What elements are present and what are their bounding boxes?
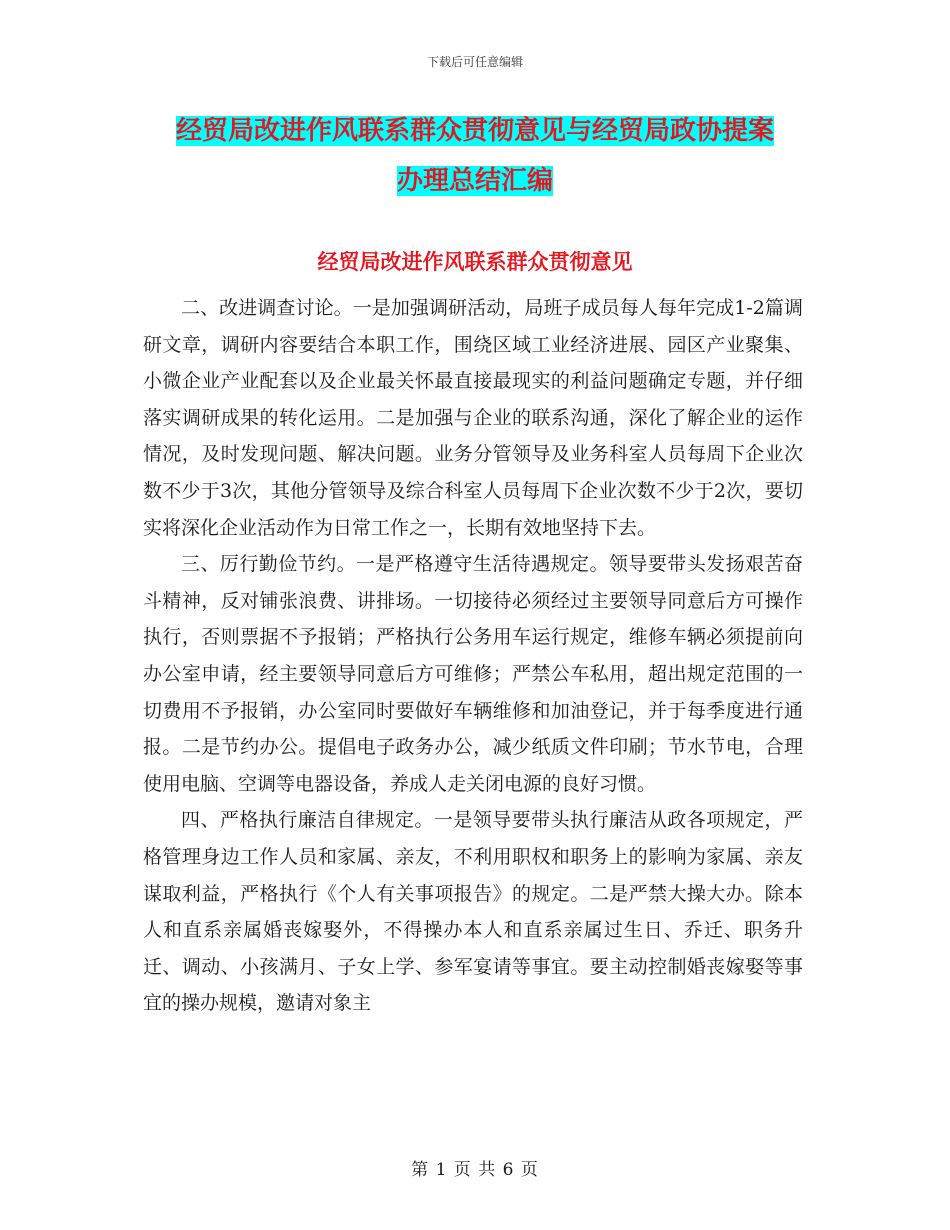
document-body xyxy=(143,290,803,1022)
section-title: 经贸局改进作风联系群众贯彻意见 xyxy=(317,250,633,274)
page-header-note: 下载后可任意编辑 xyxy=(426,55,523,69)
page-number-footer: 第 1 页 共 6 页 xyxy=(411,1160,539,1180)
document-title-line-1-text: 经贸局改进作风联系群众贯彻意见与经贸局政协提案 xyxy=(175,116,774,146)
paragraph-2: 二、改进调查讨论。一是加强调研活动，局班子成员每人每年完成1-2篇调研文章，调研内容要结合本职工作，围绕区域工业经济进展、园区产业聚集、小微企业产业配套以及企业最关怀最直接最现实的利益问题确定专题，并仔细落实调研成果的转化运用。二是加强与企业的联系沟通，深化了解企业的运作情况，及时发现问题、解决问题。业务分管领导及业务科室人员每周下企业次数不少于3次，其他分管领导及综合科室人员每周下企业次数不少于2次，要切实将深化企业活动作为日常工作之一，长期有效地坚持下去。 xyxy=(143,297,803,539)
document-title xyxy=(0,106,950,206)
document-title-line-2-text: 办理总结汇编 xyxy=(396,166,553,196)
document-title-line-2 xyxy=(0,156,950,206)
paragraph-3: 三、厉行勤俭节约。一是严格遵守生活待遇规定。领导要带头发扬艰苦奋斗精神，反对铺张浪费、讲排场。一切接待必须经过主要领导同意后方可操作执行，否则票据不予报销；严格执行公务用车运行规定，维修车辆必须提前向办公室申请，经主要领导同意后方可维修；严禁公车私用，超出规定范围的一切费用不予报销，办公室同时要做好车辆维修和加油登记，并于每季度进行通报。二是节约办公。提倡电子政务办公，减少纸质文件印刷；节水节电，合理使用电脑、空调等电器设备，养成人走关闭电源的良好习惯。 xyxy=(143,553,803,795)
document-title-line-1 xyxy=(0,106,950,156)
paragraph-4: 四、严格执行廉洁自律规定。一是领导要带头执行廉洁从政各项规定，严格管理身边工作人员和家属、亲友，不利用职权和职务上的影响为家属、亲友谋取利益，严格执行《个人有关事项报告》的规定。二是严禁大操大办。除本人和直系亲属婚丧嫁娶外，不得操办本人和直系亲属过生日、乔迁、职务升迁、调动、小孩满月、子女上学、参军宴请等事宜。要主动控制婚丧嫁娶等事宜的操办规模，邀请对象主 xyxy=(143,809,803,1015)
